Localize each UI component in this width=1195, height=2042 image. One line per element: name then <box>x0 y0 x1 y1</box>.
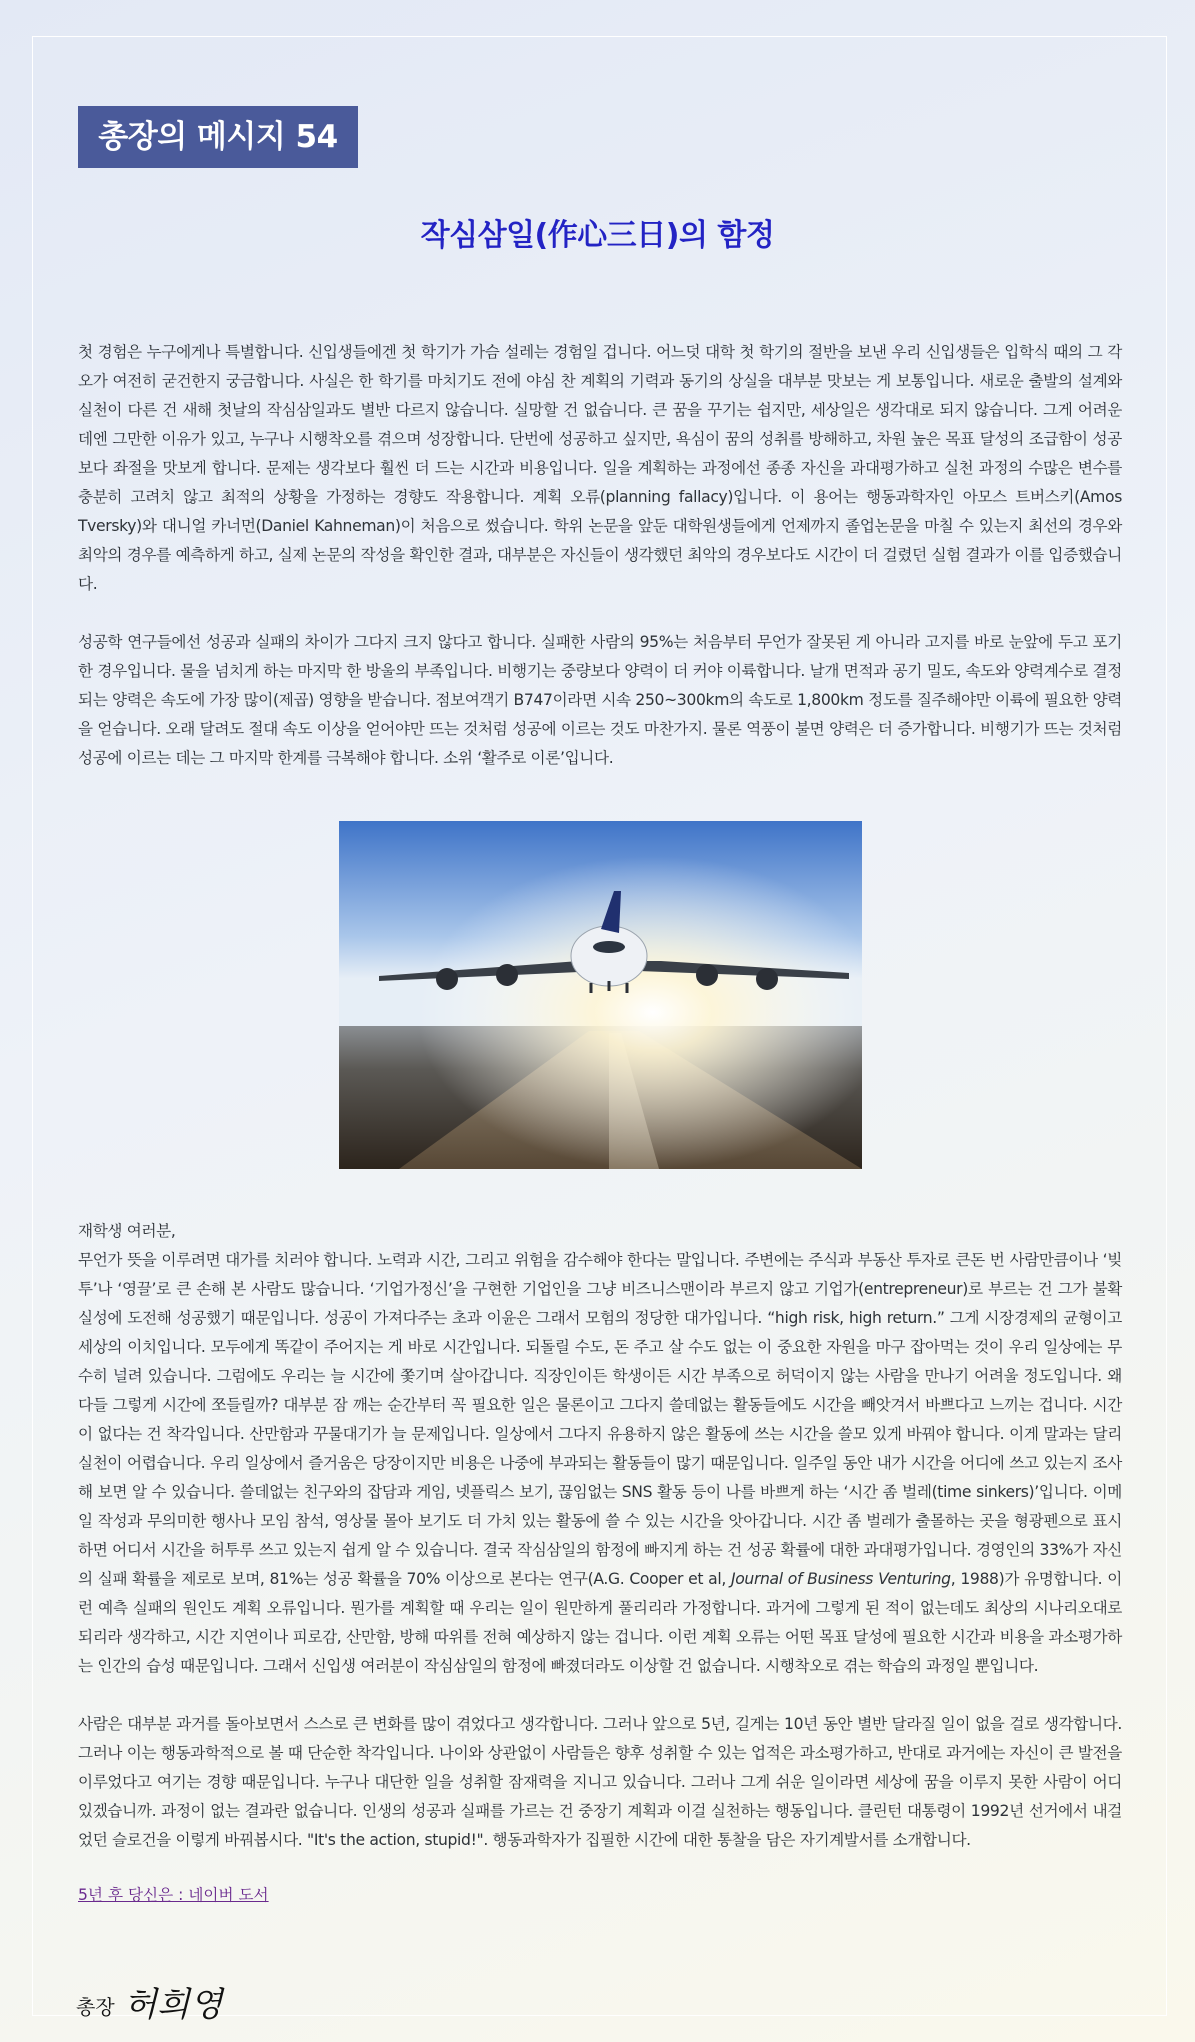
signature-prefix: 총장 <box>76 1995 115 2019</box>
paragraph-2: 성공학 연구들에선 성공과 실패의 차이가 그다지 크지 않다고 합니다. 실패한 사람의 95%는 처음부터 무언가 잘못된 게 아니라 고지를 바로 눈앞에 두고 포기한 경우입니다. 물을 넘치게 하는 마지막 한 방울의 부족입니다. 비행기는 중량보다 양력이 더 커야 이륙합니다. 날개 면적과 공기 밀도, 속도와 양력계수로 결정되는 양력은 속도에 가장 많이(제곱) 영향을 받습니다. 점보여객기 B747이라면 시속 250~300km의 속도로 1,800km 정도를 질주해야만 이륙에 필요한 양력을 얻습니다. 오래 달려도 절대 속도 이상을 얻어야만 뜨는 것처럼 성공에 이르는 것도 마찬가지. 물론 역풍이 불면 양력은 더 증가합니다. 비행기가 뜨는 것처럼 성공에 이르는 데는 그 마지막 한계를 극복해야 합니다. 소위 ‘활주로 이론’입니다. <box>78 633 1122 767</box>
signature-name: 허희영 <box>124 1985 223 2025</box>
signature <box>76 1978 276 2028</box>
airplane-takeoff-image <box>339 821 862 1169</box>
book-link[interactable]: 5년 후 당신은 : 네이버 도서 <box>78 1886 269 1904</box>
paragraph-4: 사람은 대부분 과거를 돌아보면서 스스로 큰 변화를 많이 겪었다고 생각합니다. 그러나 앞으로 5년, 길게는 10년 동안 별반 달라질 일이 없을 걸로 생각합니다. 그러나 이는 행동과학적으로 볼 때 단순한 착각입니다. 나이와 상관없이 사람들은 향후 성취할 수 있는 업적은 과소평가하고, 반대로 과거에는 자신이 큰 발전을 이루었다고 여기는 경향 때문입니다. 누구나 대단한 일을 성취할 잠재력을 지니고 있습니다. 그러나 그게 쉬운 일이라면 세상에 꿈을 이루지 못한 사람이 어디 있겠습니까. 과정이 없는 결과란 없습니다. 인생의 성공과 실패를 가르는 건 중장기 계획과 이걸 실천하는 행동입니다. 클린턴 대통령이 1992년 선거에서 내걸었던 슬로건을 이렇게 바꿔봅시다. "It's the action, stupid!". 행동과학자가 집필한 시간에 대한 통찰을 담은 자기계발서를 소개합니다. <box>78 1715 1122 1849</box>
paragraph-3-part-a: 무언가 뜻을 이루려면 대가를 치러야 합니다. 노력과 시간, 그리고 위험을 감수해야 한다는 말입니다. 주변에는 주식과 부동산 투자로 큰돈 번 사람만큼이나 ‘빚투’나 ‘영끌’로 큰 손해 본 사람도 많습니다. ‘기업가정신’을 구현한 기업인을 그냥 비즈니스맨이라 부르지 않고 기업가(entrepreneur)로 부르는 건 그가 불확실성에 도전해 성공했기 때문입니다. 성공이 가져다주는 초과 이윤은 그래서 모험의 정당한 대가입니다. “high risk, high return.” 그게 시장경제의 균형이고 세상의 이치입니다. 모두에게 똑같이 주어지는 게 바로 시간입니다. 되돌릴 수도, 돈 주고 살 수도 없는 이 중요한 자원을 마구 잡아먹는 것이 우리 일상에는 무수히 널려 있습니다. 그럼에도 우리는 늘 시간에 쫓기며 살아갑니다. 직장인이든 학생이든 시간 부족으로 허덕이지 않는 사람을 만나기 어려울 정도입니다. 왜 다들 그렇게 시간에 쪼들릴까? 대부분 잠 깨는 순간부터 꼭 필요한 일은 물론이고 그다지 쓸데없는 활동들에도 시간을 빼앗겨서 바쁘다고 느끼는 겁니다. 시간이 없다는 건 착각입니다. 산만함과 꾸물대기가 늘 문제입니다. 일상에서 그다지 유용하지 않은 활동에 쓰는 시간을 쓸모 있게 바꿔야 합니다. 이게 말과는 달리 실천이 어렵습니다. 우리 일상에서 즐거움은 당장이지만 비용은 나중에 부과되는 활동들이 많기 때문입니다. 일주일 동안 내가 시간을 어디에 쓰고 있는지 조사해 보면 알 수 있습니다. 쓸데없는 친구와의 잡담과 게임, 넷플릭스 보기, 끊임없는 SNS 활동 등이 나를 바쁘게 하는 ‘시간 좀 벌레(time sinkers)’입니다. 이메일 작성과 무의미한 행사나 모임 참석, 영상물 몰아 보기도 더 가치 있는 활동에 쓸 수 있는 시간을 앗아갑니다. 시간 좀 벌레가 출몰하는 곳을 형광펜으로 표시하면 어디서 시간을 허투루 쓰고 있는지 쉽게 알 수 있습니다. 결국 작심삼일의 함정에 빠지게 하는 건 성공 확률에 대한 과대평가입니다. 경영인의 33%가 자신의 실패 확률을 제로로 보며, 81%는 성공 확률을 70% 이상으로 본다는 연구(A.G. Cooper et al, <box>78 1251 1122 1588</box>
message-badge: 총장의 메시지 54 <box>78 106 358 168</box>
paragraph-1: 첫 경험은 누구에게나 특별합니다. 신입생들에겐 첫 학기가 가슴 설레는 경험일 겁니다. 어느덧 대학 첫 학기의 절반을 보낸 우리 신입생들은 입학식 때의 그 각오가 여전히 굳건한지 궁금합니다. 사실은 한 학기를 마치기도 전에 야심 찬 계획의 기력과 동기의 상실을 대부분 맛보는 게 보통입니다. 새로운 출발의 설계와 실천이 다른 건 새해 첫날의 작심삼일과도 별반 다르지 않습니다. 실망할 건 없습니다. 큰 꿈을 꾸기는 쉽지만, 세상일은 생각대로 되지 않습니다. 그게 어려운 데엔 그만한 이유가 있고, 누구나 시행착오를 겪으며 성장합니다. 단번에 성공하고 싶지만, 욕심이 꿈의 성취를 방해하고, 차원 높은 목표 달성의 조급함이 성공보다 좌절을 맛보게 합니다. 문제는 생각보다 훨씬 더 드는 시간과 비용입니다. 일을 계획하는 과정에선 종종 자신을 과대평가하고 실천 과정의 수많은 변수를 충분히 고려치 않고 최적의 상황을 가정하는 경향도 작용합니다. 계획 오류(planning fallacy)입니다. 이 용어는 행동과학자인 아모스 트버스키(Amos Tversky)와 대니얼 카너먼(Daniel Kahneman)이 처음으로 썼습니다. 학위 논문을 앞둔 대학원생들에게 언제까지 졸업논문을 마칠 수 있는지 최선의 경우와 최악의 경우를 예측하게 하고, 실제 논문의 작성을 확인한 결과, 대부분은 자신들이 생각했던 최악의 경우보다도 시간이 더 걸렸던 실험 결과가 이를 입증했습니다. <box>78 343 1122 593</box>
page-title: 작심삼일(作心三日)의 함정 <box>420 218 775 253</box>
paragraph-3-part-b: , 1988)가 유명합니다. 이런 예측 실패의 원인도 계획 오류입니다. 뭔가를 계획할 때 우리는 일이 원만하게 풀리리라 가정합니다. 과거에 그렇게 된 적이 없는데도 최상의 시나리오대로 되리라 생각하고, 시간 지연이나 피로감, 산만함, 방해 따위를 전혀 예상하지 않는 겁니다. 이런 계획 오류는 어떤 목표 달성에 필요한 시간과 비용을 과소평가하는 인간의 습성 때문입니다. 그래서 신입생 여러분이 작심삼일의 함정에 빠졌더라도 이상할 건 없습니다. 시행착오로 겪는 학습의 과정일 뿐입니다. <box>78 1570 1122 1675</box>
article-body <box>78 338 1122 1905</box>
greeting: 재학생 여러분, <box>78 1222 176 1240</box>
paragraph-3 <box>78 1246 1122 1681</box>
journal-title: Journal of Business Venturing <box>730 1570 951 1588</box>
